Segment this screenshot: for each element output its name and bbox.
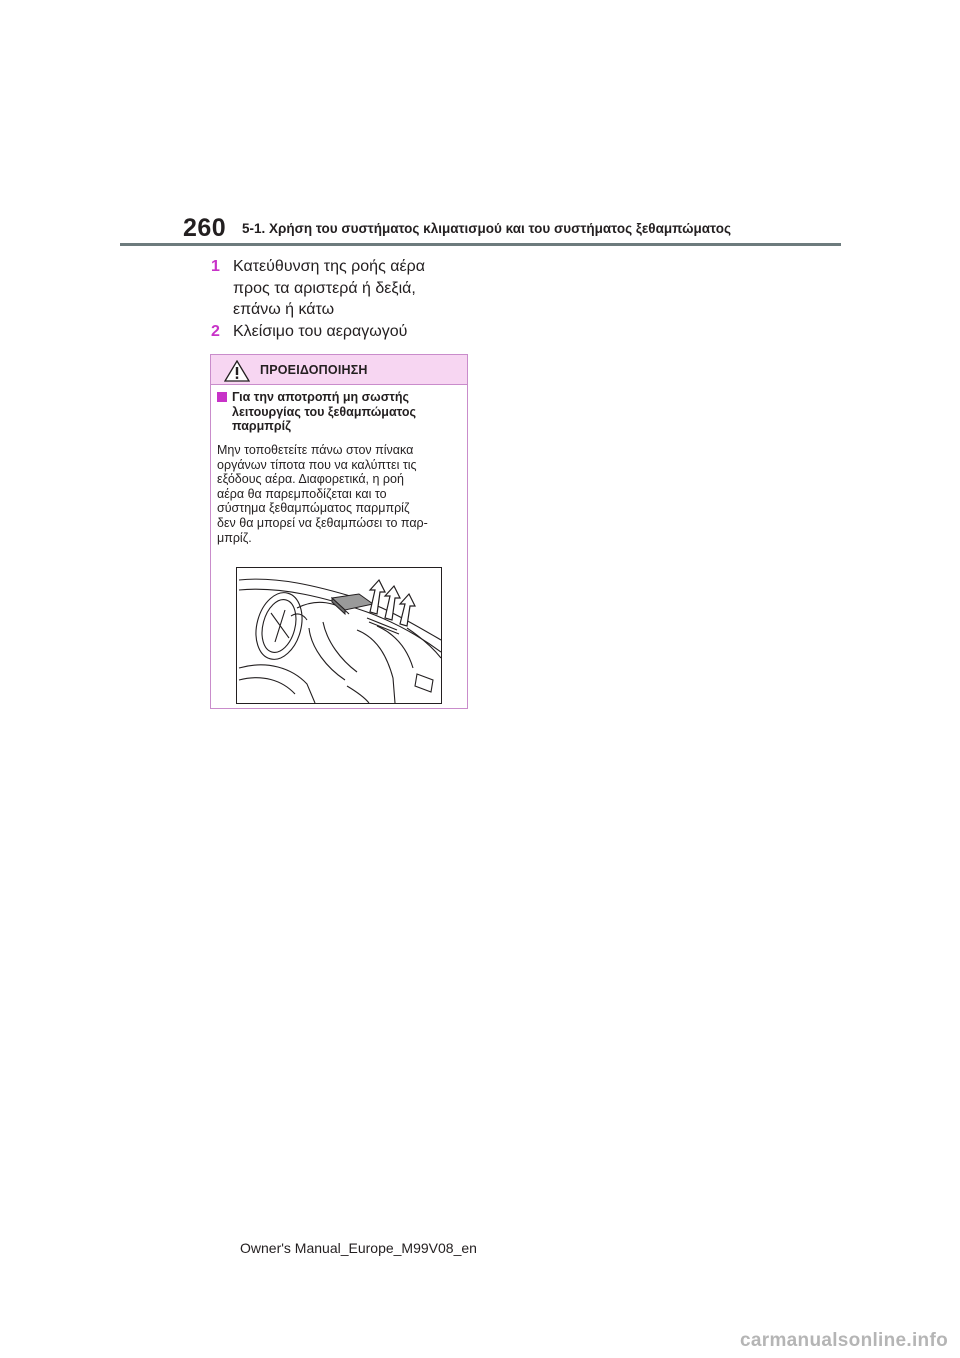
warning-triangle-icon (224, 360, 250, 382)
step-2 (211, 321, 451, 343)
footer-manual-id: Owner's Manual_Europe_M99V08_en (240, 1240, 477, 1256)
warning-header (211, 355, 467, 385)
warning-title: ΠΡΟΕΙΔΟΠΟΙΗΣΗ (260, 363, 368, 377)
warning-subheading (217, 390, 457, 434)
warning-subheading-text: Για την αποτροπή μη σωστής λειτουργίας του ξεθαμπώματος παρμπρίζ (232, 390, 416, 433)
step-1-text: Κατεύθυνση της ροής αέρα προς τα αριστερά ή δεξιά, επάνω ή κάτω (233, 258, 425, 318)
square-bullet-icon (217, 392, 227, 402)
warning-box (210, 354, 468, 709)
step-2-text: Κλείσιμο του αεραγωγού (233, 323, 408, 340)
step-1 (211, 256, 451, 321)
watermark: carmanualsonline.info (740, 1330, 948, 1351)
running-header: 5-1. Χρήση του συστήματος κλιματισμού και του συστήματος ξεθαμπώματος (242, 221, 731, 236)
page-number: 260 (183, 214, 227, 242)
step-2-number: 2 (211, 323, 220, 340)
header-rule (120, 243, 841, 246)
warning-body: Μην τοποθετείτε πάνω στον πίνακα οργάνων τίποτα που να καλύπτει τις εξόδους αέρα. Διαφορετικά, η ροή αέρα θα παρεμποδίζεται και το σύστημα ξεθαμπώματος παρμπρίζ δεν θα μπορεί να ξεθαμπώσει το παρ- μπρίζ. (217, 443, 428, 545)
step-1-number: 1 (211, 258, 220, 275)
dashboard-illustration (236, 567, 442, 704)
dashboard-defroster-drawing (237, 568, 441, 703)
